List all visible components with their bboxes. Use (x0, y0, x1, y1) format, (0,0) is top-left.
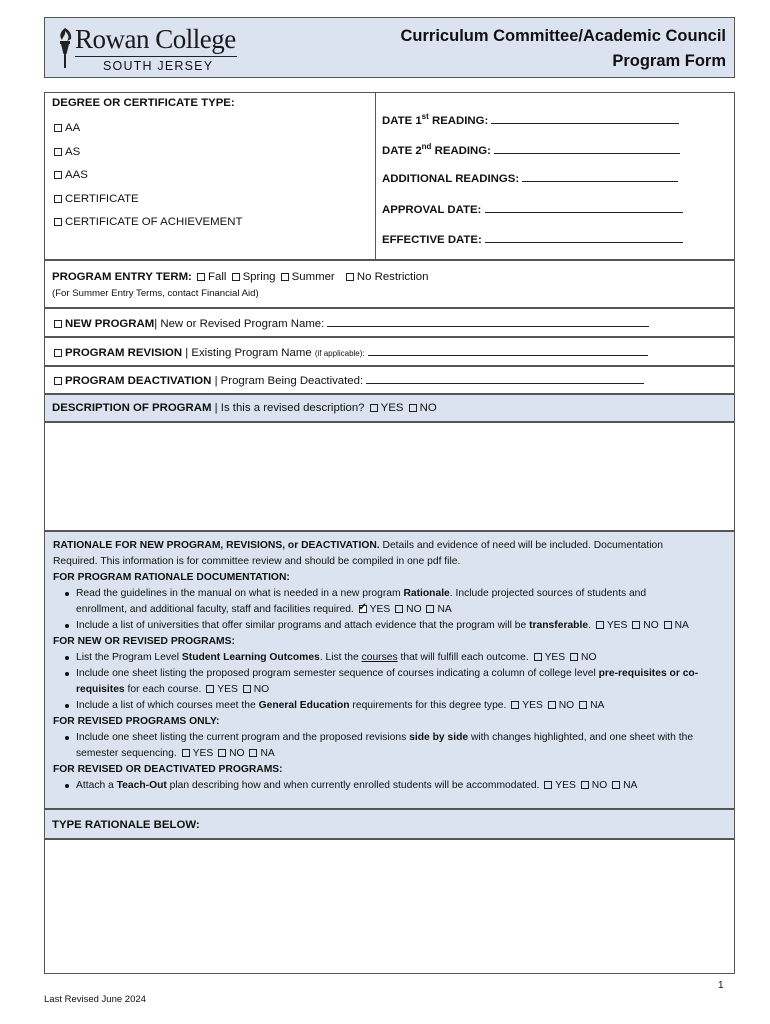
checkbox-icon[interactable] (534, 653, 542, 661)
deactivation-row: PROGRAM DEACTIVATION | Program Being Deactivated: (52, 373, 644, 388)
degree-heading: DEGREE OR CERTIFICATE TYPE: (52, 97, 235, 109)
bullet-side-by-side-cont: semester sequencing. YES NO NA (76, 748, 275, 759)
title-line-2: Program Form (612, 52, 726, 70)
additional-readings: ADDITIONAL READINGS: (382, 171, 678, 186)
bullet-side-by-side: Include one sheet listing the current program and the proposed revisions side by side with changes highlighted, and one sheet with the (76, 732, 694, 743)
logo-name: Rowan College (75, 24, 236, 54)
bullet (65, 656, 69, 660)
checkbox-icon[interactable] (544, 781, 552, 789)
effective-date-field[interactable] (485, 232, 683, 243)
rationale-revised-deactivated-heading: FOR REVISED OR DEACTIVATED PROGRAMS: (53, 764, 283, 775)
checkbox-icon[interactable] (54, 171, 62, 179)
bullet (65, 624, 69, 628)
checkbox-icon[interactable] (426, 605, 434, 613)
checkbox-icon[interactable] (54, 124, 62, 132)
logo-rule (75, 56, 237, 57)
entry-term-row: PROGRAM ENTRY TERM: Fall Spring Summer No Restriction (52, 271, 429, 283)
degree-option-aa[interactable]: AA (52, 121, 80, 135)
checkbox-icon[interactable] (596, 621, 604, 629)
description-row: DESCRIPTION OF PROGRAM | Is this a revised description? YES NO (52, 402, 437, 414)
bullet-universities: Include a list of universities that offer similar programs and attach evidence that the program will be transferable. YES NO NA (76, 620, 689, 631)
degree-option-certificate-of-achievement[interactable]: CERTIFICATE OF ACHIEVEMENT (52, 215, 242, 229)
revision-row: PROGRAM REVISION | Existing Program Name (if applicable): (52, 345, 648, 361)
effective-date: EFFECTIVE DATE: (382, 232, 683, 247)
section-divider (375, 92, 376, 260)
form-header (44, 17, 735, 78)
bullet (65, 784, 69, 788)
checkbox-icon[interactable] (281, 273, 289, 281)
checkbox-icon[interactable] (395, 605, 403, 613)
checkbox-icon[interactable] (612, 781, 620, 789)
approval-date: APPROVAL DATE: (382, 202, 683, 217)
checkbox-icon[interactable] (206, 685, 214, 693)
first-reading-field[interactable] (491, 113, 679, 124)
bullet (65, 704, 69, 708)
bullet-guidelines-cont: enrollment, and additional faculty, staff and facilities required. ✓ YES NO NA (76, 603, 452, 617)
bullet-sequence: Include one sheet listing the proposed program semester sequence of courses indicating a column of college level pre-requisites or co- (76, 668, 699, 679)
checkbox-icon[interactable] (54, 148, 62, 156)
rationale-section (44, 531, 735, 809)
bullet-gen-ed: Include a list of which courses meet the General Education requirements for this degree type. YES NO NA (76, 700, 605, 711)
date-first-reading: DATE 1st READING: (382, 110, 679, 128)
rationale-textarea[interactable] (44, 839, 735, 974)
checkbox-icon[interactable] (579, 701, 587, 709)
checkbox-icon[interactable] (249, 749, 257, 757)
approval-date-field[interactable] (485, 202, 683, 213)
form-title (401, 24, 726, 74)
checkbox-icon[interactable] (232, 273, 240, 281)
deactivated-program-field[interactable] (366, 373, 644, 384)
degree-option-aas[interactable]: AAS (52, 168, 88, 182)
page-number: 1 (718, 980, 724, 991)
rationale-doc-heading: FOR PROGRAM RATIONALE DOCUMENTATION: (53, 572, 290, 583)
bullet-teach-out: Attach a Teach-Out plan describing how and when currently enrolled students will be accommodated. YES NO NA (76, 780, 638, 791)
degree-option-certificate[interactable]: CERTIFICATE (52, 192, 139, 206)
logo-subtitle: SOUTH JERSEY (103, 59, 214, 73)
rationale-line2: Required. This information is for committee review and should be compiled in one pdf file. (53, 556, 461, 567)
checkbox-icon[interactable] (54, 349, 62, 357)
checkbox-icon[interactable] (54, 377, 62, 385)
rationale-new-revised-heading: FOR NEW OR REVISED PROGRAMS: (53, 636, 235, 647)
entry-term-note: (For Summer Entry Terms, contact Financial Aid) (52, 288, 259, 299)
checkbox-icon[interactable] (243, 685, 251, 693)
checkbox-icon[interactable] (632, 621, 640, 629)
second-reading-field[interactable] (494, 143, 680, 154)
checkbox-icon[interactable] (182, 749, 190, 757)
existing-program-name-field[interactable] (368, 345, 648, 356)
additional-readings-field[interactable] (522, 171, 678, 182)
date-second-reading: DATE 2nd READING: (382, 140, 680, 158)
checkbox-icon[interactable] (511, 701, 519, 709)
new-program-row: NEW PROGRAM| New or Revised Program Name: (52, 316, 649, 331)
torch-icon (55, 26, 75, 70)
rationale-heading: RATIONALE FOR NEW PROGRAM, REVISIONS, or DEACTIVATION. Details and evidence of need will be included. Documentation (53, 540, 663, 551)
checkbox-icon[interactable] (346, 273, 354, 281)
title-line-1: Curriculum Committee/Academic Council (400, 27, 726, 45)
bullet-sequence-cont: requisites for each course. YES NO (76, 684, 270, 695)
checked-checkbox-icon[interactable] (359, 605, 367, 613)
last-revised: Last Revised June 2024 (44, 994, 146, 1005)
checkbox-icon[interactable] (54, 195, 62, 203)
rationale-revised-only-heading: FOR REVISED PROGRAMS ONLY: (53, 716, 220, 727)
checkbox-icon[interactable] (548, 701, 556, 709)
checkbox-icon[interactable] (54, 218, 62, 226)
checkbox-icon[interactable] (54, 320, 62, 328)
checkbox-icon[interactable] (218, 749, 226, 757)
bullet (65, 592, 69, 596)
type-rationale-label: TYPE RATIONALE BELOW: (52, 819, 200, 831)
bullet-guidelines: Read the guidelines in the manual on what is needed in a new program Rationale. Include projected sources of students and (76, 588, 647, 599)
checkbox-icon[interactable] (664, 621, 672, 629)
checkbox-icon[interactable] (370, 404, 378, 412)
checkbox-icon[interactable] (409, 404, 417, 412)
bullet-outcomes: List the Program Level Student Learning Outcomes. List the courses that will fulfill each outcome. YES NO (76, 652, 597, 663)
college-logo (53, 22, 243, 74)
bullet (65, 736, 69, 740)
bullet (65, 672, 69, 676)
degree-option-as[interactable]: AS (52, 145, 80, 159)
new-program-name-field[interactable] (327, 316, 649, 327)
checkbox-icon[interactable] (581, 781, 589, 789)
description-textarea[interactable] (44, 422, 735, 531)
checkbox-icon[interactable] (570, 653, 578, 661)
checkbox-icon[interactable] (197, 273, 205, 281)
